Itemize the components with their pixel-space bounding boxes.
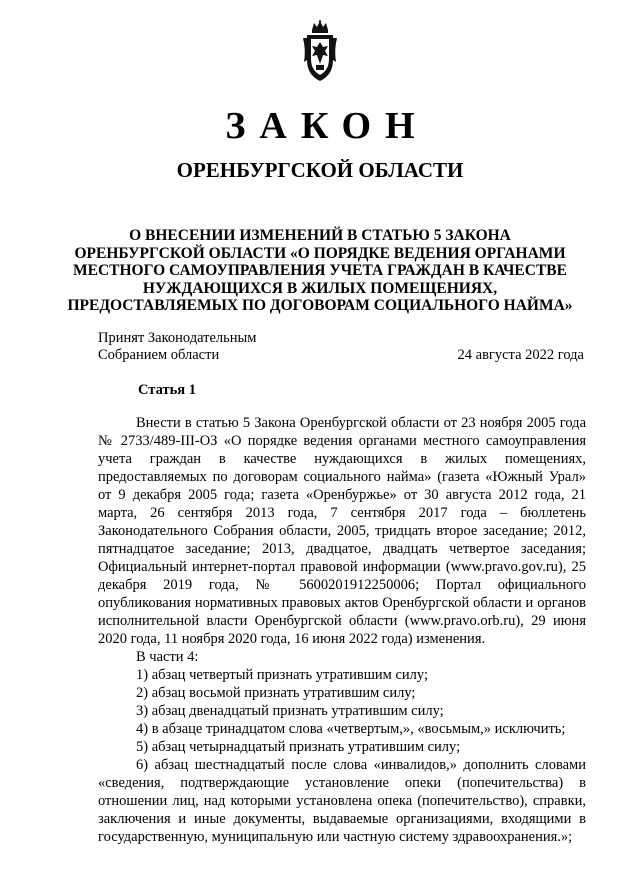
list-item-6: 6) абзац шестнадцатый после слова «инвалидов,» дополнить словами «сведения, подтверждающие установление опеки (попечительства) в отношении лиц, над которыми установлена опека (попечительство), справки, заключения и иные документы, выдаваемые организациями, входящими в государственную, муниципальную или частную систему здравоохранения.»; xyxy=(98,757,586,845)
list-item: 4) в абзаце тринадцатом слова «четвертым,», «восьмым,» исключить; xyxy=(136,721,566,737)
list-item: 5) абзац четырнадцатый признать утратившим силу; xyxy=(136,739,461,755)
heading-line: О ВНЕСЕНИИ ИЗМЕНЕНИЙ В СТАТЬЮ 5 ЗАКОНА xyxy=(129,227,511,244)
heading-line: МЕСТНОГО САМОУПРАВЛЕНИЯ УЧЕТА ГРАЖДАН В КАЧЕСТВЕ xyxy=(73,262,567,280)
list-item: 1) абзац четвертый признать утратившим силу; xyxy=(136,667,429,683)
heading-line: ПРЕДОСТАВЛЯЕМЫХ ПО ДОГОВОРАМ СОЦИАЛЬНОГО НАЙМА» xyxy=(67,297,573,315)
article-intro: Внести в статью 5 Закона Оренбургской области от 23 ноября 2005 года № 2733/489-III-ОЗ «О порядке ведения органами местного самоуправления учета граждан в качестве нуждающихся в жилых помещениях, предоставляемых по договорам социального найма» (газета «Южный Урал» от 9 декабря 2005 года; газета «Оренбуржье» от 30 августа 2012 года, 21 марта, 26 сентября 2013 года, 7 сентября 2017 года – бюллетень Законодательного Собрания области, 2005, тридцать второе заседание; 2012, пятнадцатое заседание; 2013, двадцатое, двадцать четвертое заседания; Официальный интернет-портал правовой информации (www.pravo.gov.ru), 25 декабря 2019 года, № 5600201912250006; Портал официального опубликования нормативных правовых актов Оренбургской области и органов исполнительной власти Оренбургской области (www.pravo.orb.ru), 29 июня 2020 года, 11 ноября 2020 года, 16 июня 2022 года) изменения. xyxy=(98,415,586,647)
article-body xyxy=(98,414,586,846)
adoption-line1: Принят Законодательным xyxy=(98,330,257,346)
heading-line: НУЖДАЮЩИХСЯ В ЖИЛЫХ ПОМЕЩЕНИЯХ, xyxy=(142,279,498,297)
adoption-block xyxy=(98,330,256,364)
list-item: 2) абзац восьмой признать утратившим силу; xyxy=(136,685,416,701)
adoption-date: 24 августа 2022 года xyxy=(457,347,584,363)
law-title: ЗАКОН xyxy=(225,105,429,147)
coat-of-arms-icon xyxy=(302,20,338,84)
heading-line: ОРЕНБУРГСКОЙ ОБЛАСТИ «О ПОРЯДКЕ ВЕДЕНИЯ ОРГАНАМИ xyxy=(74,244,566,262)
law-subtitle: ОРЕНБУРГСКОЙ ОБЛАСТИ xyxy=(176,158,464,182)
adoption-line2: Собранием области xyxy=(98,347,220,363)
document-heading xyxy=(60,227,580,315)
article-label: Статья 1 xyxy=(138,382,196,398)
part-label: В части 4: xyxy=(136,649,199,665)
list-item: 3) абзац двенадцатый признать утратившим силу; xyxy=(136,703,444,719)
